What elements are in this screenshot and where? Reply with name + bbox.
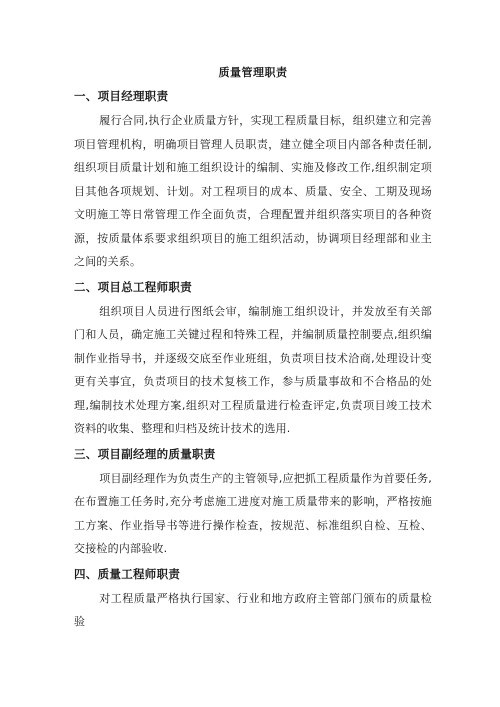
- section-heading: 二、项目总工程师职责: [74, 279, 192, 294]
- section-body: 组织项目人员进行图纸会审，编制施工组织设计，并发放至有关部门和人员，确定施工关键过程和特殊工程，并编制质量控制要点,组织编制作业指导书，并逐级交底至作业班组，负责项目技术洽商,处理设计变更有关事宜，负责项目的技术复核工作，参与质量事故和不合格品的处理,编制技术处理方案,组织对工程质量进行检查评定,负责项目竣工技术资料的收集、整理和归档及统计技术的选用.: [74, 304, 432, 435]
- section-deputy-manager: [74, 447, 432, 561]
- section-body: 对工程质量严格执行国家、行业和地方政府主管部门颁布的质量检验: [74, 591, 432, 628]
- section-heading: 一、项目经理职责: [74, 89, 169, 103]
- section-body: 项目副经理作为负责生产的主管领导,应把抓工程质量作为首要任务,在布置施工任务时,充分考虑施工进度对施工质量带来的影响，严格按施工方案、作业指导书等进行操作检查，按规范、标准组织自检、互检、交接检的内部验收.: [74, 471, 432, 555]
- section-project-manager: [74, 89, 432, 274]
- section-heading: 四、质量工程师职责: [74, 566, 181, 581]
- document-title: 质量管理职责: [218, 66, 288, 79]
- section-heading: 三、项目副经理的质量职责: [74, 446, 216, 461]
- section-body: 履行合同,执行企业质量方针，实现工程质量目标，组织建立和完善项目管理机构，明确项目管理人员职责，建立健全项目内部各种责任制,组织项目质量计划和施工组织设计的编制、实施及修改工作,组织制定项目其他各项规划、计划。对工程项目的成本、质量、安全、工期及现场文明施工等日常管理工作全面负责，合理配置并组织落实项目的各种资源，按质量体系要求组织项目的施工组织活动，协调项目经理部和业主之间的关系。: [74, 114, 432, 268]
- section-chief-engineer: [74, 280, 432, 441]
- section-quality-engineer: [74, 567, 432, 634]
